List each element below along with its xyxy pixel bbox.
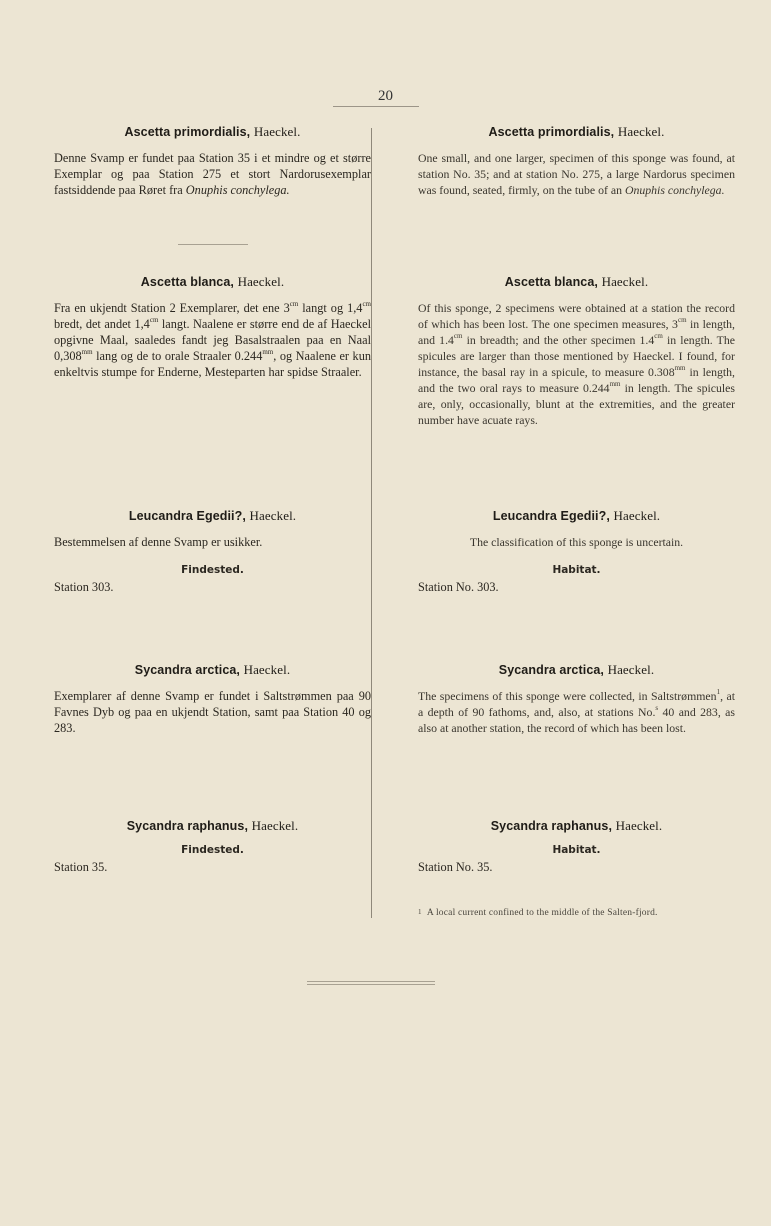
footnote-block	[418, 908, 735, 918]
page-number: 20	[378, 88, 393, 104]
text-run: , og Naalene er kun enkeltvis stumpe for Enderne, Mesteparten har spidse Straaler.	[54, 349, 371, 379]
species-name: Sycandra arctica,	[134, 663, 240, 677]
left-section-leucandra-egedii	[54, 508, 371, 595]
station-text: Station No. 303.	[418, 580, 499, 594]
section-title	[418, 124, 735, 140]
unit-superscript: mm	[262, 348, 274, 356]
subheading: Findested.	[181, 844, 244, 856]
text-run: lang og de to orale Straaler 0.244	[92, 349, 263, 363]
right-section-sycandra-arctica	[418, 662, 735, 736]
left-section-sycandra-arctica	[54, 662, 371, 736]
unit-superscript: cm	[677, 316, 687, 324]
text-run: bredt, det andet 1,4	[54, 317, 150, 331]
unit-superscript: cm	[289, 300, 299, 308]
species-name: Sycandra raphanus,	[126, 819, 249, 833]
section-title	[418, 818, 735, 834]
species-author: Haeckel.	[607, 662, 655, 677]
species-name: Ascetta blanca,	[504, 275, 598, 289]
right-section-ascetta-blanca	[418, 274, 735, 428]
bottom-rule-2	[307, 984, 435, 985]
section-title	[54, 508, 371, 524]
species-name: Leucandra Egedii?,	[492, 509, 610, 523]
footnote-reference: 1	[716, 688, 721, 696]
text-run: langt. Naalene er større end de af Haeckel opgivne Maal, saaledes fandt jeg Basalstraalen paa en Naal 0,308	[54, 317, 371, 363]
species-name: Ascetta blanca,	[140, 275, 234, 289]
right-section-sycandra-raphanus	[418, 818, 735, 875]
footnote-text: A local current confined to the middle of the Salten-fjord.	[426, 908, 658, 918]
column-divider	[371, 128, 372, 918]
left-section-sycandra-raphanus	[54, 818, 371, 875]
species-name: Ascetta primordialis,	[124, 125, 251, 139]
text-run: 40 and 283, as also at another station, the record of which has been lost.	[418, 705, 735, 735]
subheading: Habitat.	[552, 844, 601, 856]
text-run: Of this sponge, 2 specimens were obtained at a station the record of which has been lost. The one specimen measures, 3	[418, 301, 735, 331]
text-run: Denne Svamp er fundet paa Station 35 i et mindre og et større Exemplar og paa Station 275 et stort Nardorusexemplar fastsiddende paa Røret fra	[54, 151, 371, 197]
subheading: Habitat.	[552, 564, 601, 576]
species-author: Haeckel.	[615, 818, 663, 833]
species-name: Sycandra arctica,	[498, 663, 604, 677]
species-author: Haeckel.	[613, 508, 661, 523]
text-run: The specimens of this sponge were collected, in Saltstrømmen	[418, 689, 717, 703]
species-name: Sycandra raphanus,	[490, 819, 613, 833]
station-text: Station 303.	[54, 580, 114, 594]
section-text	[54, 300, 371, 380]
section-rule	[178, 244, 248, 245]
species-name: Ascetta primordialis,	[488, 125, 615, 139]
text-run: One small, and one larger, specimen of this sponge was found, at station No. 35; and at station No. 275, a large Nardorus specimen was found, seated, firmly, on the tube of an	[418, 151, 735, 197]
footnote	[418, 908, 735, 918]
section-title	[54, 818, 371, 834]
text-run: in length, and 1.4	[418, 317, 736, 347]
species-name: Leucandra Egedii?,	[128, 509, 246, 523]
station-text: Station 35.	[54, 860, 108, 874]
species-author: Haeckel.	[243, 662, 291, 677]
subheading: Findested.	[181, 564, 244, 576]
section-title	[418, 274, 735, 290]
section-title	[54, 274, 371, 290]
species-author: Haeckel.	[617, 124, 665, 139]
right-section-leucandra-egedii	[418, 508, 735, 595]
section-text	[418, 688, 735, 736]
text-run: in length, and the two oral rays to measure 0.244	[418, 365, 735, 395]
section-title	[54, 662, 371, 678]
section-text	[418, 150, 735, 198]
left-section-ascetta-primordialis	[54, 124, 371, 198]
text-italic: Onuphis conchylega.	[185, 183, 290, 197]
section-text: The classification of this sponge is uncertain.	[469, 535, 684, 549]
right-section-ascetta-primordialis	[418, 124, 735, 198]
section-text	[418, 300, 735, 428]
unit-superscript: cm	[654, 332, 663, 340]
footnote-mark: 1	[418, 908, 422, 916]
unit-superscript: cm	[362, 300, 371, 308]
species-author: Haeckel.	[253, 124, 301, 139]
page-number-rule	[333, 106, 419, 107]
superscript-mark: s	[655, 704, 659, 712]
text-run: , at a depth of 90 fathoms, and, also, at stations No.	[418, 689, 735, 719]
section-title	[54, 124, 371, 140]
unit-superscript: mm	[81, 348, 93, 356]
section-title	[418, 662, 735, 678]
text-italic: Onuphis conchylega.	[624, 183, 725, 197]
station-text: Station No. 35.	[418, 860, 493, 874]
section-text	[54, 150, 371, 198]
text-run: in length. The spicules are, only, occasionally, blunt at the extremities, and the greater number have acuate rays.	[418, 381, 735, 427]
species-author: Haeckel.	[237, 274, 285, 289]
species-author: Haeckel.	[251, 818, 299, 833]
section-text: Bestemmelsen af denne Svamp er usikker.	[54, 535, 263, 549]
unit-superscript: mm	[674, 364, 686, 372]
text-run: langt og 1,4	[298, 301, 363, 315]
text-run: in length. The spicules are larger than those mentioned by Haeckel. I found, for instance, the basal ray in a spicule, to measure 0.308	[418, 333, 736, 379]
left-section-ascetta-blanca	[54, 274, 371, 380]
species-author: Haeckel.	[249, 508, 297, 523]
unit-superscript: cm	[149, 316, 159, 324]
text-run: in breadth; and the other specimen 1.4	[462, 333, 655, 347]
unit-superscript: cm	[453, 332, 463, 340]
section-title	[418, 508, 735, 524]
species-author: Haeckel.	[601, 274, 649, 289]
unit-superscript: mm	[609, 380, 621, 388]
section-text: Exemplarer af denne Svamp er fundet i Saltstrømmen paa 90 Favnes Dyb og paa en ukjendt Station, samt paa Station 40 og 283.	[54, 689, 371, 735]
bottom-rule-1	[307, 981, 435, 982]
text-run: Fra en ukjendt Station 2 Exemplarer, det ene 3	[54, 301, 290, 315]
